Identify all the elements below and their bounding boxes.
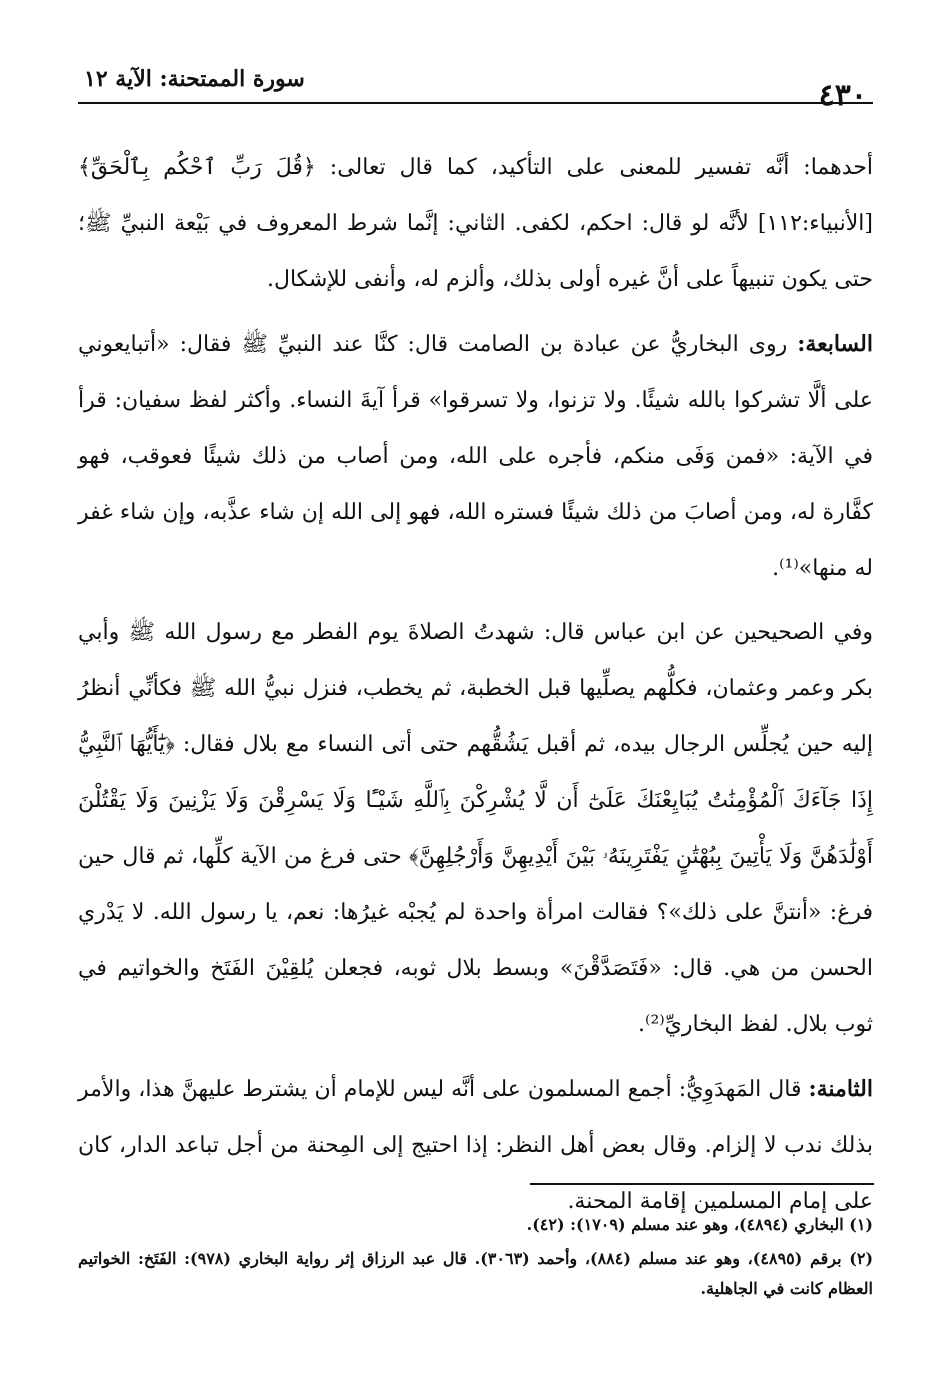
paragraph-2-text: روى البخاريُّ عن عبادة بن الصامت قال: كنَّا عند النبيِّ ﷺ فقال: «أتبايعوني على ألَّا تشركوا بالله شيئًا. ولا تزنوا، ولا تسرقوا» قرأ آيةَ النساء. وأكثر لفظ سفيان: قرأ في الآية: «فمن وَفَى منكم، فأجره على الله، ومن أصاب من ذلك شيئًا فعوقب، فهو كفَّارة له، ومن أصابَ من ذلك شيئًا فستره الله، فهو إلى الله إن شاء عذَّبه، وإن شاء غفر له منها»⁽¹⁾. — [78, 332, 873, 581]
footnote-rule — [530, 1183, 874, 1185]
paragraph-4 — [78, 1061, 873, 1230]
footnotes — [78, 1210, 873, 1308]
page-header — [78, 58, 873, 113]
section-heading-seventh: السابعة: — [797, 331, 873, 357]
section-heading-eighth: الثامنة: — [808, 1076, 873, 1102]
page-number: ٤٣٠ — [818, 78, 867, 113]
paragraph-4-text: قال المَهدَوِيُّ: أجمع المسلمون على أنَّه ليس للإمام أن يشترط عليهنَّ هذا، والأمر بذلك ندب لا إلزام. وقال بعض أهل النظر: إذا احتيج إلى المِحنة من أجل تباعد الدار، كان على إمام المسلمين إقامة المحنة. — [78, 1077, 873, 1214]
footnote-2: (٢) برقم (٤٨٩٥)، وهو عند مسلم (٨٨٤)، وأحمد (٣٠٦٣). قال عبد الرزاق إثر رواية البخاري (٩٧٨): الفَتَخ: الخواتيم العظام كانت في الجاهلية. — [78, 1249, 874, 1298]
paragraph-3: وفي الصحيحين عن ابن عباس قال: شهدتُ الصلاةَ يوم الفطر مع رسول الله ﷺ وأبي بكر وعمر وعثمان، فكلُّهم يصلِّيها قبل الخطبة، ثم يخطب، فنزل نبيُّ الله ﷺ فكأنِّي أنظرُ إليه حين يُجلِّس الرجال بيده، ثم أقبل يَشُقُّهم حتى أتى النساء مع بلال فقال: ﴿يَٰٓأَيُّهَا ٱلنَّبِيُّ إِذَا جَآءَكَ ٱلْمُؤْمِنَٰتُ يُبَايِعْنَكَ عَلَىٰٓ أَن لَّا يُشْرِكْنَ بِٱللَّهِ شَيْـًٔا وَلَا يَسْرِقْنَ وَلَا يَزْنِينَ وَلَا يَقْتُلْنَ أَوْلَٰدَهُنَّ وَلَا يَأْتِينَ بِبُهْتَٰنٍ يَفْتَرِينَهُۥ بَيْنَ أَيْدِيهِنَّ وَأَرْجُلِهِنَّ﴾ حتى فرغ من الآية كلِّها، ثم قال حين فرغ: «أنتنَّ على ذلك»؟ فقالت امرأة واحدة لم يُجبْه غيرُها: نعم، يا رسول الله. لا يَدْري الحسن من هي. قال: «فَتَصَدَّقْنَ» وبسط بلال ثوبه، فجعلن يُلقِيْنَ الفَتَخ والخواتيم في ثوب بلال. لفظ البخاريِّ⁽²⁾. — [78, 620, 873, 1037]
paragraph-1: أحدهما: أنَّه تفسير للمعنى على التأكيد، كما قال تعالى: ﴿قُلَ رَبِّ ٱحْكُم بِٱلْحَقِّ﴾ [الأنبياء:١١٢] لأنَّه لو قال: احكم، لكفى. الثاني: إنَّما شرط المعروف في بَيْعة النبيِّ ﷺ؛ حتى يكون تنبيهاً على أنَّ غيره أولى بذلك، وألزم له، وأنفى للإشكال. — [78, 155, 873, 292]
running-title: سورة الممتحنة: الآية ١٢ — [84, 66, 305, 92]
main-text — [78, 140, 873, 1238]
paragraph-2 — [78, 316, 873, 597]
footnote-1: (١) البخاري (٤٨٩٤)، وهو عند مسلم (١٧٠٩): (٤٢). — [526, 1215, 873, 1234]
header-rule — [78, 102, 873, 104]
